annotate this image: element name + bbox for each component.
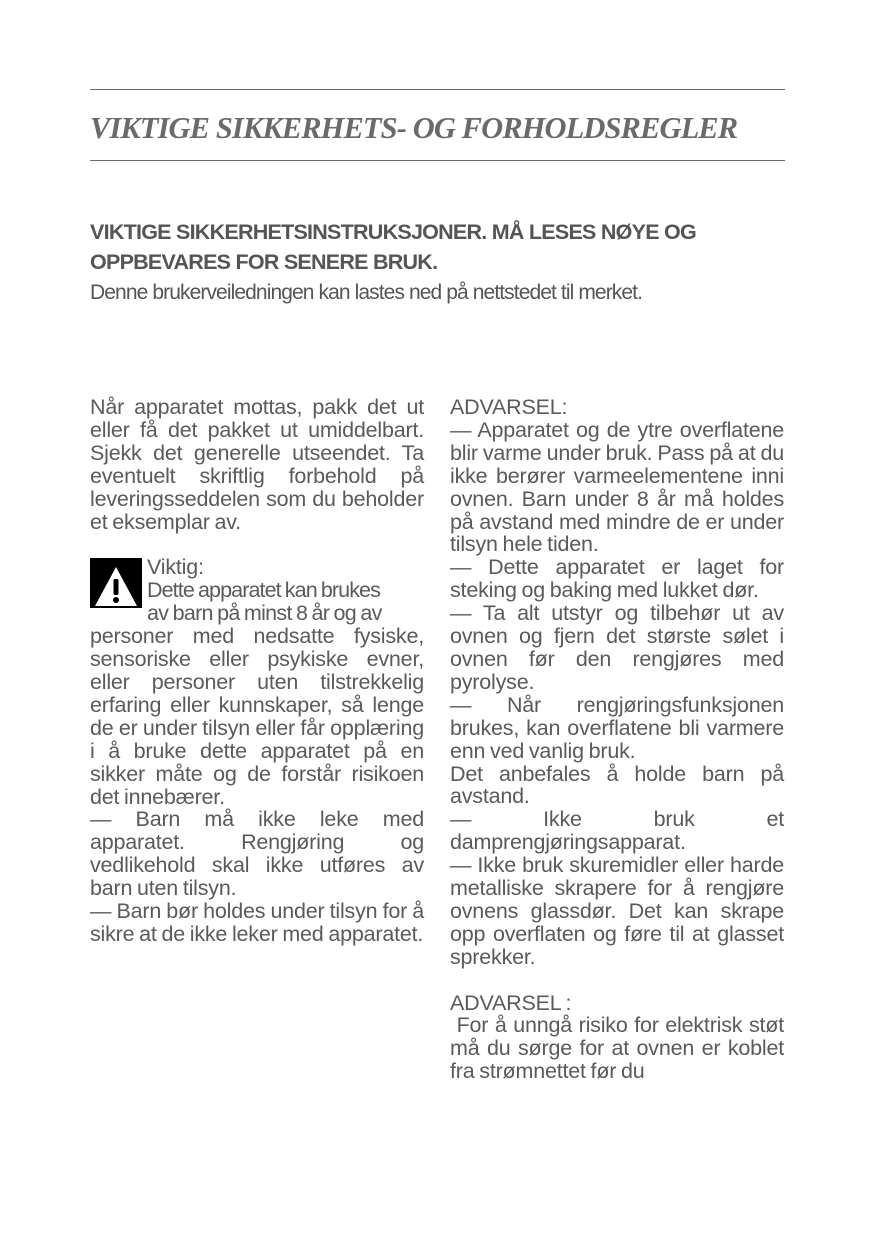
important-heading: Viktig:: [147, 555, 204, 580]
important-block: [90, 556, 424, 945]
warning-no-steam-cleaner: — Ikke bruk et damprengjøringsapparat.: [450, 807, 784, 855]
page-title: VIKTIGE SIKKERHETS- OG FORHOLDSREGLER: [90, 111, 738, 145]
warning-heading-1: ADVARSEL:: [450, 395, 568, 419]
warning-electric-shock: For å unngå risiko for elektrisk støt må du sørge for at ovnen er koblet fra strømnettet før du: [450, 1013, 789, 1084]
header-bottom-rule: [90, 160, 785, 161]
right-column: [450, 395, 789, 1084]
warning-triangle-icon: [90, 558, 142, 608]
instructions-line-2: OPPBEVARES FOR SENERE BRUK.: [90, 250, 438, 274]
important-paragraph: personer med nedsatte fysiske, sensoriske eller psykiske evner, eller personer uten tilstrekkelig erfaring eller kunnskaper, så lenge de er under tilsyn eller får opplæring i å bruke dette apparatet på en sikker måte og de forstår risikoen det innebærer.: [90, 624, 424, 809]
warning-remove-accessories: — Ta alt utstyr og tilbehør ut av ovnen og fjern det største sølet i ovnen før den rengjøres med pyrolyse.: [450, 601, 784, 694]
header-top-rule: [90, 89, 785, 90]
safety-instructions-heading: [90, 217, 790, 277]
warning-no-abrasives: — Ikke bruk skuremidler eller harde metalliske skrapere for å rengjøre ovnens glassdør. Det kan skrape opp overflaten og føre til at glasset sprekker.: [450, 853, 784, 969]
warning-heading-2: ADVARSEL :: [450, 990, 572, 1015]
children-play-bullet: — Barn må ikke leke med apparatet. Rengjøring og vedlikehold skal ikke utføres av barn uten tilsyn.: [90, 807, 424, 901]
children-supervision-bullet: — Barn bør holdes under tilsyn for å sikre at de ikke leker med apparatet.: [90, 899, 424, 946]
receipt-paragraph: Når apparatet mottas, pakk det ut eller få det pakket ut umiddelbart. Sjekk det generelle utseendet. Ta eventuelt skriftlig forbehold på leveringsseddelen som du beholder et eksemplar av.: [90, 395, 424, 534]
warning-keep-children-away: Det anbefales å holde barn på avstand.: [450, 761, 784, 809]
left-column: [90, 396, 424, 946]
download-note: Denne brukerveiledningen kan lastes ned på nettstedet til merket.: [90, 281, 643, 304]
instructions-line-1: VIKTIGE SIKKERHETSINSTRUKSJONER. MÅ LESES NØYE OG: [90, 220, 696, 244]
important-line-2: av barn på minst 8 år og av: [147, 601, 382, 626]
warning-closed-door: — Dette apparatet er laget for steking og baking med lukket dør.: [450, 555, 784, 603]
warning-hot-surfaces: — Apparatet og de ytre overflatene blir varme under bruk. Pass på at du ikke berører varmeelementene inni ovnen. Barn under 8 år må holdes på avstand med mindre de er under tilsyn hele tiden.: [450, 417, 784, 557]
important-line-1: Dette apparatet kan brukes: [147, 578, 380, 603]
warning-cleaning-function: — Når rengjøringsfunksjonen brukes, kan overflatene bli varmere enn ved vanlig bruk.: [450, 692, 784, 763]
spacer: [450, 969, 784, 992]
